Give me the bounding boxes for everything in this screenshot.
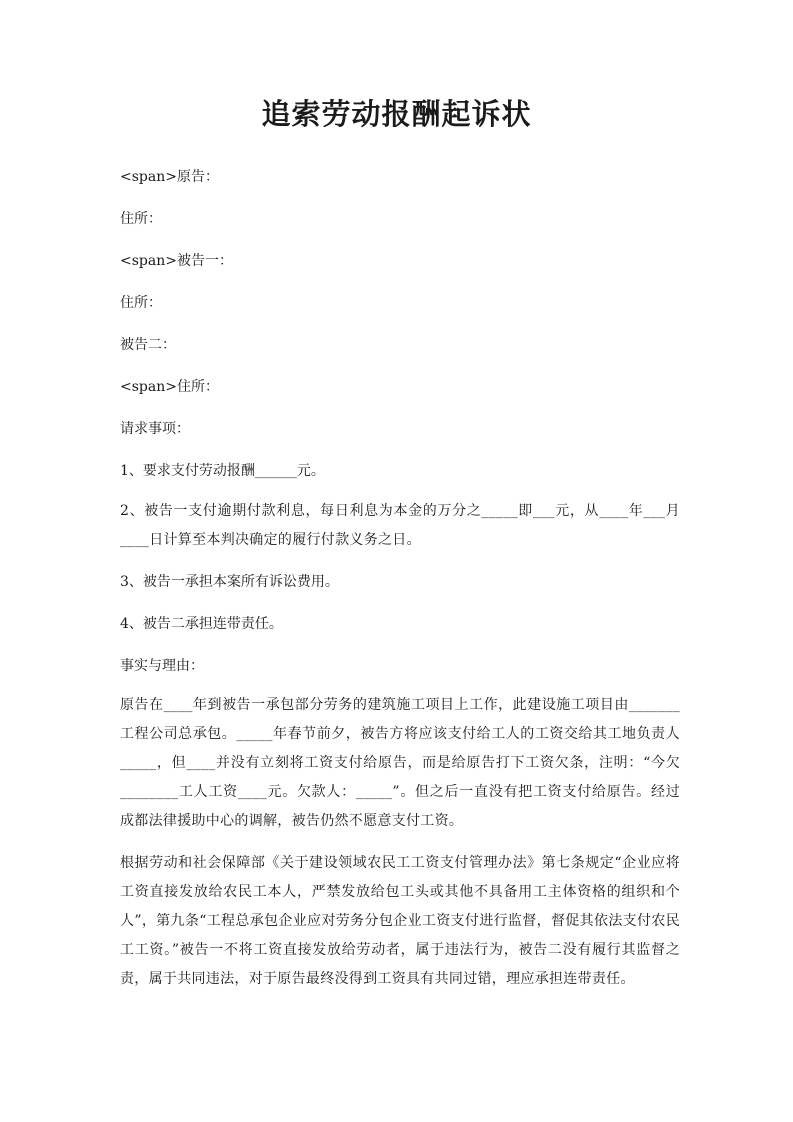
claim-item-3: 3、被告一承担本案所有诉讼费用。 (120, 574, 339, 590)
claim-item-1: 1、要求支付劳动报酬______元。 (120, 463, 325, 479)
defendant-one-address-line: 住所： (120, 295, 162, 311)
defendant-two-address-line: <span>住所： (120, 379, 219, 395)
claim-item-2: 2、被告一支付逾期付款利息，每日利息为本金的万分之_____即___元，从____年___月____日计算至本判决确定的履行付款义务之日。 (120, 503, 680, 548)
defendant-two-line: 被告二： (120, 337, 176, 353)
plaintiff-line: <span>原告： (120, 169, 219, 185)
plaintiff-address-line: 住所： (120, 211, 162, 227)
reasons-paragraph: 根据劳动和社会保障部《关于建设领域农民工工资支付管理办法》第七条规定“企业应将工资直接发放给农民工本人，严禁发放给包工头或其他不具备用工主体资格的组织和个人”，第九条“工程总承包企业应对劳务分包企业工资支付进行监督，督促其依法支付农民工工资。”被告一不将工资直接发放给劳动者，属于违法行为，被告二没有履行其监督之责，属于共同违法，对于原告最终没得到工资具有共同过错，理应承担连带责任。 (120, 855, 680, 987)
defendant-one-line: <span>被告一： (120, 253, 233, 269)
facts-heading: 事实与理由： (120, 658, 204, 674)
document-title: 追索劳动报酬起诉状 (261, 97, 532, 131)
facts-paragraph: 原告在____年到被告一承包部分劳务的建筑施工项目上工作，此建设施工项目由_______工程公司总承包。_____年春节前夕，被告方将应该支付给工人的工资交给其工地负责人_____，但____并没有立刻将工资支付给原告，而是给原告打下工资欠条，注明：“今欠________工人工资____元。欠款人：_____”。但之后一直没有把工资支付给原告。经过成都法律援助中心的调解，被告仍然不愿意支付工资。 (120, 697, 680, 829)
claims-heading: 请求事项： (120, 421, 190, 437)
claim-item-4: 4、被告二承担连带责任。 (120, 616, 283, 632)
